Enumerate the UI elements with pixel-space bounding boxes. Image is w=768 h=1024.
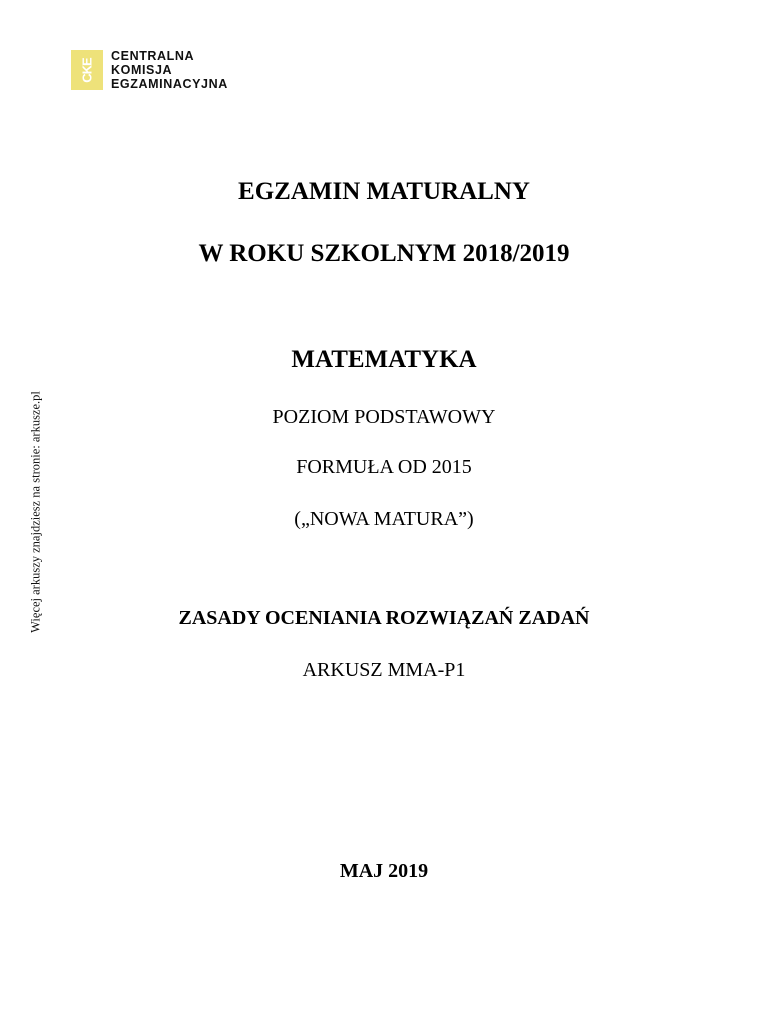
logo-line-1: CENTRALNA	[111, 49, 195, 63]
cke-logo-mark-text: CKE	[79, 57, 95, 83]
logo-line-3: EGZAMINACYJNA	[111, 77, 228, 91]
sheet-code: ARKUSZ MMA-P1	[302, 659, 466, 681]
cke-logo-text	[111, 49, 228, 91]
side-note: Więcej arkuszy znajdziesz na stronie: arkusze.pl	[28, 391, 43, 633]
exam-date: MAJ 2019	[339, 860, 429, 882]
level-label: POZIOM PODSTAWOWY	[272, 406, 496, 428]
rules-heading: ZASADY OCENIANIA ROZWIĄZAŃ ZADAŃ	[178, 607, 590, 629]
logo-line-2: KOMISJA	[111, 63, 173, 77]
cke-logo	[71, 49, 228, 91]
formula-label: FORMUŁA OD 2015	[296, 456, 472, 478]
exam-year: W ROKU SZKOLNYM 2018/2019	[198, 240, 570, 267]
exam-title: EGZAMIN MATURALNY	[238, 178, 530, 205]
cke-logo-mark	[71, 50, 103, 90]
formula-note: („NOWA MATURA”)	[294, 508, 474, 530]
subject-title: MATEMATYKA	[291, 346, 477, 373]
